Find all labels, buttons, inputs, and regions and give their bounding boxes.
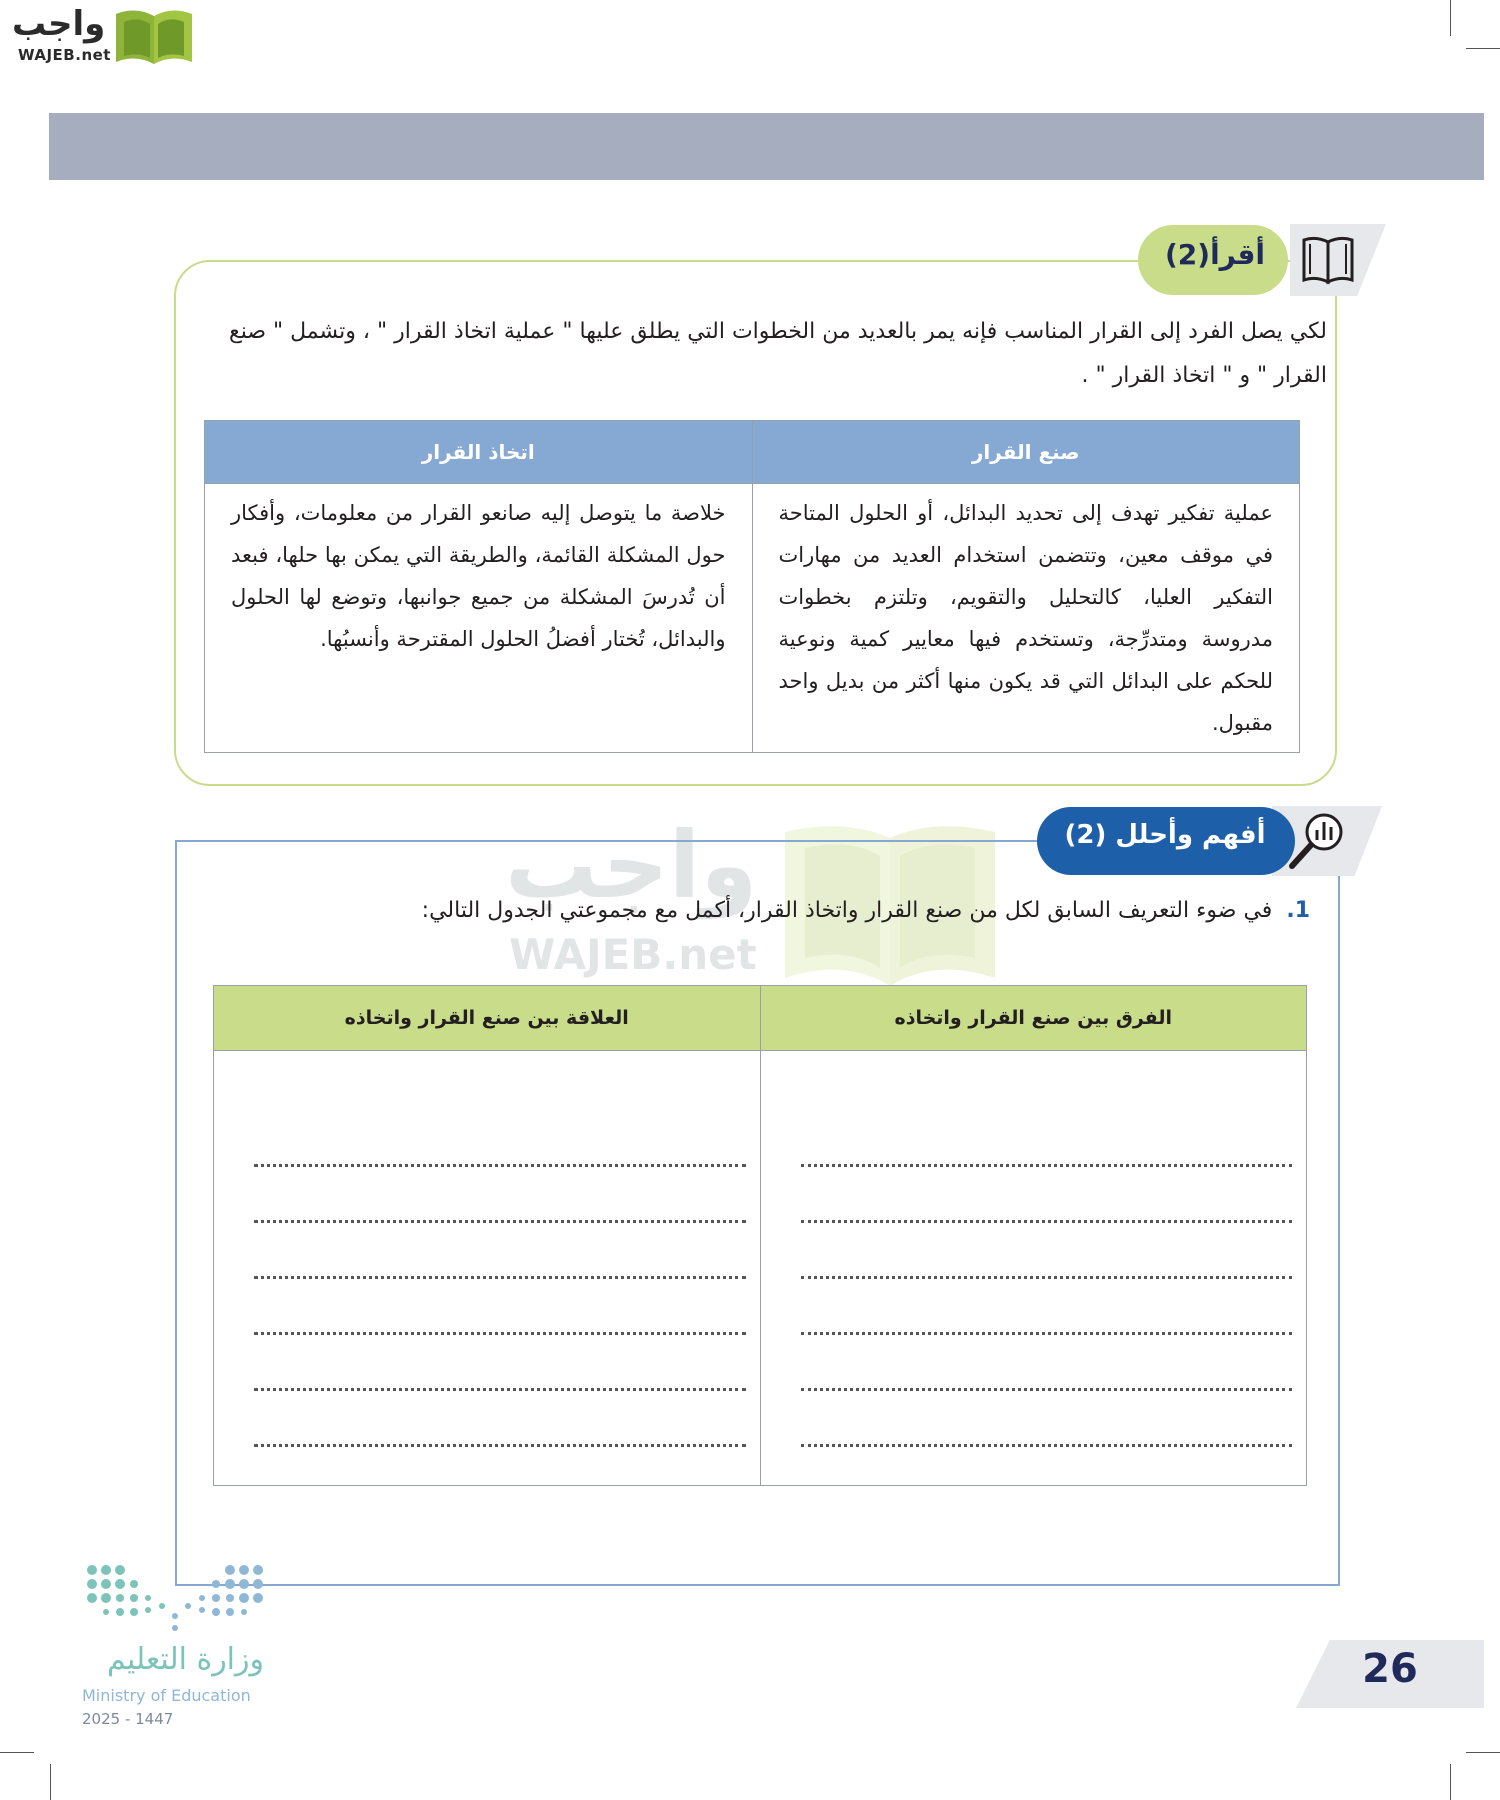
logo-text-ar: واجب xyxy=(12,4,106,44)
crop-mark xyxy=(50,1764,51,1800)
definitions-table xyxy=(204,420,1300,753)
ministry-name-ar: وزارة التعليم xyxy=(106,1642,264,1677)
open-book-icon xyxy=(1300,234,1356,286)
answer-line[interactable] xyxy=(801,1223,1293,1279)
answer-line[interactable] xyxy=(801,1335,1293,1391)
logo-text-en: WAJEB.net xyxy=(18,46,111,64)
answer-cell-relationship[interactable] xyxy=(214,1051,761,1486)
question-text: في ضوء التعريف السابق لكل من صنع القرار واتخاذ القرار، أكمل مع مجموعتي الجدول التالي: xyxy=(421,898,1273,923)
crop-mark xyxy=(1450,1764,1451,1800)
question-1 xyxy=(330,898,1310,923)
table-header-relationship: العلاقة بين صنع القرار واتخاذه xyxy=(214,986,761,1051)
ministry-dots-icon xyxy=(82,1560,268,1636)
crop-mark xyxy=(1466,48,1500,49)
answer-lines[interactable] xyxy=(254,1111,746,1447)
definition-decision-taking: خلاصة ما يتوصل إليه صانعو القرار من معلومات، وأفكار حول المشكلة القائمة، والطريقة التي يمكن بها حلها، فبعد أن تُدرسَ المشكلة من جميع جوانبها، وتوضع لها الحلول والبدائل، تُختار أفضلُ الحلول المقترحة وأنسبُها. xyxy=(205,484,753,753)
answer-line[interactable] xyxy=(801,1167,1293,1223)
answer-line[interactable] xyxy=(254,1167,746,1223)
understand-section-title: أفهم وأحلل (2) xyxy=(1064,820,1266,850)
answer-line[interactable] xyxy=(254,1111,746,1167)
answer-table xyxy=(213,985,1307,1486)
read-section-title: أقرأ(2) xyxy=(1164,238,1266,271)
page-number: 26 xyxy=(1362,1646,1418,1692)
read-paragraph: لكي يصل الفرد إلى القرار المناسب فإنه يمر بالعديد من الخطوات التي يطلق عليها " عملية اتخاذ القرار " ، وتشمل " صنع القرار " و " اتخاذ القرار " . xyxy=(229,319,1327,388)
table-header-difference: الفرق بين صنع القرار واتخاذه xyxy=(760,986,1307,1051)
crop-mark xyxy=(1466,1752,1500,1753)
definition-decision-making: عملية تفكير تهدف إلى تحديد البدائل، أو الحلول المتاحة في موقف معين، وتتضمن استخدام العديد من مهارات التفكير العليا، كالتحليل والتقويم، وتلتزم بخطوات مدروسة ومتدرِّجة، وتستخدم فيها معايير كمية ونوعية للحكم على البدائل التي قد يكون منها أكثر من بديل واحد مقبول. xyxy=(752,484,1300,753)
answer-line[interactable] xyxy=(801,1279,1293,1335)
magnifier-chart-icon xyxy=(1284,808,1350,874)
answer-line[interactable] xyxy=(254,1391,746,1447)
question-number: 1. xyxy=(1286,898,1310,923)
watermark-text-ar: واجب xyxy=(505,812,758,919)
answer-line[interactable] xyxy=(801,1391,1293,1447)
table-header-decision-making: صنع القرار xyxy=(752,421,1300,484)
wajeb-logo[interactable] xyxy=(8,4,188,68)
book-icon xyxy=(112,6,196,66)
answer-line[interactable] xyxy=(254,1335,746,1391)
answer-line[interactable] xyxy=(801,1111,1293,1167)
answer-cell-difference[interactable] xyxy=(760,1051,1307,1486)
answer-line[interactable] xyxy=(254,1223,746,1279)
ministry-logo xyxy=(82,1560,302,1730)
ministry-year: 2025 - 1447 xyxy=(82,1710,174,1728)
table-header-decision-taking: اتخاذ القرار xyxy=(205,421,753,484)
crop-mark xyxy=(1450,0,1451,36)
answer-line[interactable] xyxy=(254,1279,746,1335)
crop-mark xyxy=(0,1752,34,1753)
ministry-name-en: Ministry of Education xyxy=(82,1686,251,1705)
header-banner xyxy=(49,113,1484,180)
watermark-text-en: WAJEB.net xyxy=(509,930,757,979)
answer-lines[interactable] xyxy=(801,1111,1293,1447)
